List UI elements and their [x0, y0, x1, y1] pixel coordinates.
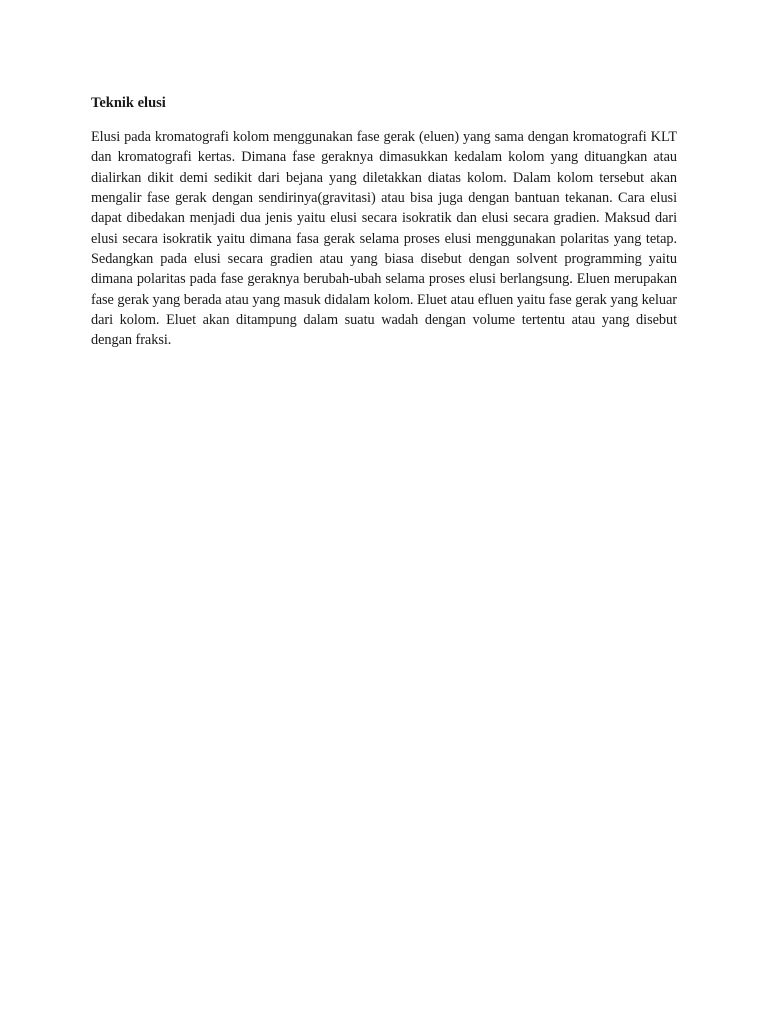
document-heading: Teknik elusi	[91, 95, 166, 111]
document-content	[91, 94, 677, 351]
document-paragraph: Elusi pada kromatografi kolom menggunakan fase gerak (eluen) yang sama dengan kromatografi KLT dan kromatografi kertas. Dimana fase geraknya dimasukkan kedalam kolom yang dituangkan atau dialirkan dikit demi sedikit dari bejana yang diletakkan diatas kolom. Dalam kolom tersebut akan mengalir fase gerak dengan sendirinya(gravitasi) atau bisa juga dengan bantuan tekanan. Cara elusi dapat dibedakan menjadi dua jenis yaitu elusi secara isokratik dan elusi secara gradien. Maksud dari elusi secara isokratik yaitu dimana fasa gerak selama proses elusi menggunakan polaritas yang tetap. Sedangkan pada elusi secara gradien atau yang biasa disebut dengan solvent programming yaitu dimana polaritas pada fase geraknya berubah-ubah selama proses elusi berlangsung. Eluen merupakan fase gerak yang berada atau yang masuk didalam kolom. Eluet atau efluen yaitu fase gerak yang keluar dari kolom. Eluet akan ditampung dalam suatu wadah dengan volume tertentu atau yang disebut dengan fraksi.	[91, 129, 677, 349]
